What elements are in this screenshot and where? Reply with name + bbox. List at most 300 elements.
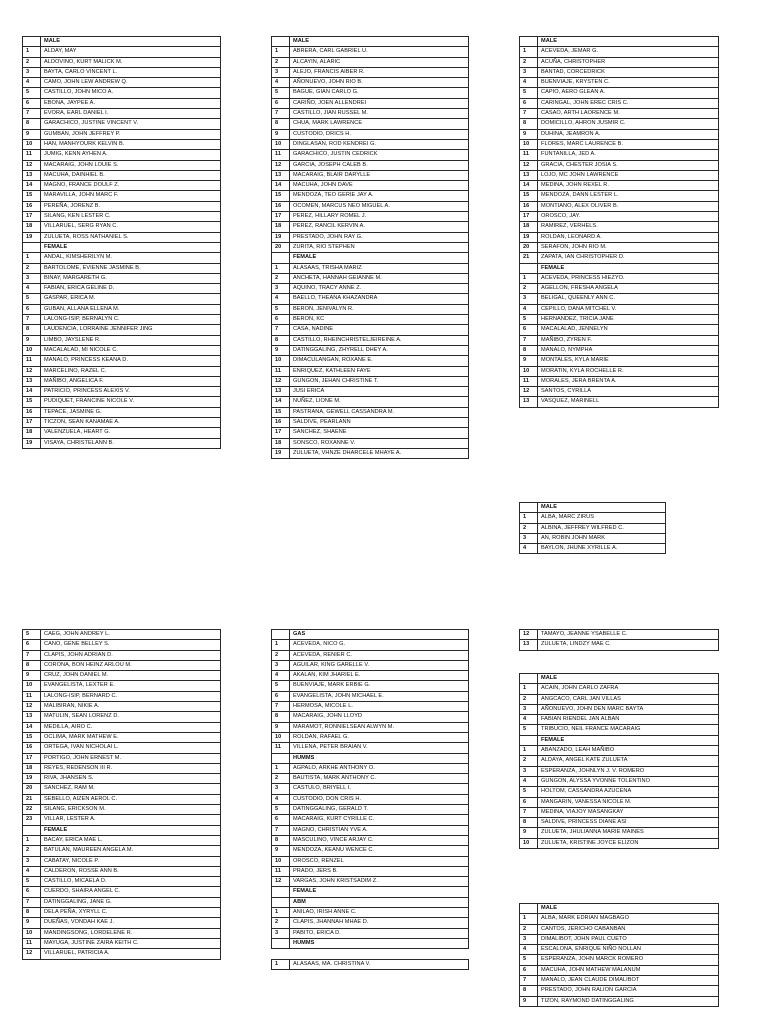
student-name: CASTILLO, JOHN MICO A.	[41, 88, 221, 98]
row-number: 2	[520, 57, 538, 67]
table-row	[272, 160, 469, 170]
row-number: 14	[23, 722, 41, 732]
row-number: 9	[272, 722, 290, 732]
row-number: 8	[520, 119, 538, 129]
student-name: VASQUEZ, MARINELL	[538, 397, 719, 407]
student-name: HAN, MANHYOURK KELVIN B.	[41, 139, 221, 149]
table-row	[520, 766, 719, 776]
table-row	[520, 47, 719, 57]
student-name: MANGARIN, VANESSA NICOLE M.	[538, 797, 719, 807]
row-number: 14	[23, 387, 41, 397]
row-number: 5	[272, 88, 290, 98]
row-number: 6	[23, 640, 41, 650]
student-name: SILANG, KEN LESTER C.	[41, 212, 221, 222]
table-row	[23, 691, 221, 701]
table-row	[272, 448, 469, 458]
student-name: CASTILLO, RHEINCHRISTELJEIREINE A.	[290, 335, 469, 345]
table-row	[520, 965, 719, 975]
section-header-row	[520, 37, 719, 47]
row-number	[272, 949, 290, 959]
table-row	[520, 945, 719, 955]
row-number: 10	[272, 139, 290, 149]
student-name: FABIAN RIENDEL JAN ALBAN	[538, 715, 719, 725]
row-number	[272, 887, 290, 897]
table-row	[520, 253, 719, 263]
table-row	[520, 304, 719, 314]
row-number: 7	[272, 109, 290, 119]
student-name: OCLIMA, MARK MATHEW E.	[41, 732, 221, 742]
row-number: 9	[23, 335, 41, 345]
table-row	[272, 67, 469, 77]
table-row	[23, 253, 221, 263]
row-number	[272, 938, 290, 948]
section-label: FEMALE	[290, 253, 469, 263]
table-row	[520, 704, 719, 714]
row-number: 16	[23, 201, 41, 211]
table-row	[520, 294, 719, 304]
row-number: 7	[272, 325, 290, 335]
row-number	[520, 674, 538, 684]
table-row	[23, 743, 221, 753]
table-row	[23, 356, 221, 366]
row-number: 12	[23, 366, 41, 376]
table-row	[520, 325, 719, 335]
section-header-row	[520, 674, 719, 684]
table-row	[23, 722, 221, 732]
student-name: BAYLON, JHUNE XYRILLE A.	[538, 544, 666, 554]
table-row	[272, 315, 469, 325]
student-name: JUMIG, KENN AYHEN A.	[41, 150, 221, 160]
student-name: ALASAAS, TRISHA MARIZ	[290, 263, 469, 273]
row-number: 5	[272, 805, 290, 815]
row-number: 7	[272, 702, 290, 712]
row-number: 15	[272, 191, 290, 201]
student-name: MAÑIBO, ANGELICA F.	[41, 376, 221, 386]
row-number	[520, 735, 538, 745]
student-name: CAPIO, AERO GLEAN A.	[538, 88, 719, 98]
table-row	[23, 263, 221, 273]
row-number: 11	[272, 743, 290, 753]
student-name: BANTAD, CORCEDRICK	[538, 67, 719, 77]
student-name: VARGAS, JOHN KRISTSADIM Z.	[290, 877, 469, 887]
student-name: ESCALONA, ENRIQUE NIÑO NOLLAN	[538, 945, 719, 955]
student-name: CLAPIS, JHANNAH MHAE D.	[290, 918, 469, 928]
row-number: 3	[272, 284, 290, 294]
student-name: ACEVEDA, PRINCESS HIEZYO.	[538, 273, 719, 283]
table-row	[272, 660, 469, 670]
row-number: 16	[23, 743, 41, 753]
row-number: 14	[272, 397, 290, 407]
student-name: REYES, REDENSON III R.	[41, 763, 221, 773]
row-number: 9	[520, 996, 538, 1006]
roster-table	[22, 36, 221, 449]
student-name: GRACIA, CHESTER JOSIA S.	[538, 160, 719, 170]
section-header-row	[520, 904, 719, 914]
table-row	[520, 212, 719, 222]
row-number: 6	[520, 965, 538, 975]
row-number: 5	[23, 630, 41, 640]
table-row	[272, 129, 469, 139]
student-name: OCOMEN, MARCUS NEO MIGUEL A.	[290, 201, 469, 211]
row-number: 2	[272, 918, 290, 928]
row-number: 7	[520, 976, 538, 986]
row-number: 8	[272, 835, 290, 845]
row-number: 6	[272, 315, 290, 325]
student-name: MEDINA, JOHN REXEL R.	[538, 181, 719, 191]
table-row	[272, 119, 469, 129]
student-name: ZULUETA, VHNZE DHARCELE MHAYE A.	[290, 448, 469, 458]
row-number: 7	[23, 650, 41, 660]
table-row	[272, 846, 469, 856]
row-number: 13	[272, 170, 290, 180]
student-name: BERON, KC	[290, 315, 469, 325]
student-name: TAMAYO, JEANNE YSABELLE C.	[538, 630, 719, 640]
table-row	[23, 877, 221, 887]
table-row	[520, 284, 719, 294]
row-number: 9	[520, 828, 538, 838]
row-number: 7	[272, 825, 290, 835]
table-row	[272, 949, 469, 959]
section-label: MALE	[538, 503, 666, 513]
table-row	[23, 47, 221, 57]
table-row	[520, 776, 719, 786]
student-name: BAUTISTA, MARK ANTHONY C.	[290, 774, 469, 784]
table-row	[520, 181, 719, 191]
table-row	[23, 139, 221, 149]
table-row	[520, 996, 719, 1006]
student-name: AGELLON, FRESHA ANGELA	[538, 284, 719, 294]
table-row	[520, 523, 666, 533]
row-number: 8	[520, 818, 538, 828]
row-number: 10	[272, 732, 290, 742]
student-name: CUSTODIO, DON CRIS H.	[290, 794, 469, 804]
section-header-row	[23, 825, 221, 835]
table-row	[520, 924, 719, 934]
table-row	[272, 201, 469, 211]
table-row	[23, 201, 221, 211]
student-name: AQUINO, TRACY ANNE Z.	[290, 284, 469, 294]
student-name: VILLARUEL, SERG RYAN C.	[41, 222, 221, 232]
student-name: DINGLASAN, ROD KENDREI G.	[290, 139, 469, 149]
row-number: 13	[23, 376, 41, 386]
student-name: BAELLO, THEANA KHAZANDRA	[290, 294, 469, 304]
student-name: MAYUGA, JUSTINE ZAIRA KEITH C.	[41, 938, 221, 948]
student-name: MANALO, JEAN CLAUDE DIMALIBOT	[538, 976, 719, 986]
student-name: ZULUETA, ROSS NATHANIEL S.	[41, 232, 221, 242]
student-name: DIMALIBOT, JOHN PAUL CUETO	[538, 934, 719, 944]
student-name: DIMACULANGAN, ROXANE E.	[290, 356, 469, 366]
row-number: 10	[23, 928, 41, 938]
table-row	[23, 98, 221, 108]
student-name: EVANGELISTA, LEXTER E.	[41, 681, 221, 691]
section-label: MALE	[41, 37, 221, 47]
table-row	[23, 805, 221, 815]
section-label: GAS	[290, 630, 469, 640]
row-number: 1	[520, 513, 538, 523]
student-name: MANALO, PRINCESS KEANA D.	[41, 356, 221, 366]
table-row	[23, 78, 221, 88]
table-row	[272, 805, 469, 815]
student-name: BELIGAL, QUEENLY ANN C.	[538, 294, 719, 304]
student-name: DELA PEÑA, XYRYLL C.	[41, 908, 221, 918]
row-number: 17	[23, 417, 41, 427]
row-number: 13	[23, 170, 41, 180]
row-number: 12	[272, 160, 290, 170]
section-label: MALE	[290, 37, 469, 47]
section-header-row	[272, 897, 469, 907]
student-name: AN, ROBIN JOHN MARK	[538, 533, 666, 543]
student-name: ALDOVINO, KURT MALICK M.	[41, 57, 221, 67]
student-name: ALBA, MARC ZIRUS	[538, 513, 666, 523]
row-number: 6	[520, 797, 538, 807]
table-row	[520, 797, 719, 807]
row-number: 8	[23, 908, 41, 918]
table-row	[520, 725, 719, 735]
row-number: 3	[23, 273, 41, 283]
table-row	[23, 181, 221, 191]
student-name: CHUA, MARK LAWRENCE	[290, 119, 469, 129]
table-row	[23, 67, 221, 77]
row-number: 10	[23, 681, 41, 691]
row-number: 19	[23, 774, 41, 784]
table-row	[23, 57, 221, 67]
table-row	[23, 897, 221, 907]
row-number: 11	[23, 938, 41, 948]
row-number: 18	[272, 438, 290, 448]
student-name: CASTILLO, MICAELA D.	[41, 877, 221, 887]
row-number: 12	[520, 630, 538, 640]
table-row	[272, 98, 469, 108]
table-row	[272, 712, 469, 722]
table-row	[272, 856, 469, 866]
row-number: 1	[272, 908, 290, 918]
row-number	[23, 825, 41, 835]
table-row	[272, 681, 469, 691]
student-name: MALIBIRAN, NIKIE A.	[41, 702, 221, 712]
table-row	[272, 835, 469, 845]
student-name: BINAY, MARGARETH G.	[41, 273, 221, 283]
student-name: SANCHEZ, SHAENE	[290, 428, 469, 438]
row-number: 17	[23, 753, 41, 763]
row-number: 1	[23, 47, 41, 57]
student-name: PATRICIO, PRINCESS ALEXIS V.	[41, 387, 221, 397]
row-number: 2	[520, 523, 538, 533]
student-name: SONSCO, ROXANNE V.	[290, 438, 469, 448]
row-number: 13	[520, 640, 538, 650]
table-row	[520, 513, 666, 523]
student-name: CAMO, JOHN LEW ANDREW Q.	[41, 78, 221, 88]
student-name: SEBELLO, AIZEN AEROL C.	[41, 794, 221, 804]
student-name: TICZON, SEAN KANAMAE A.	[41, 417, 221, 427]
row-number: 8	[520, 986, 538, 996]
student-name: ALBA, MARK EDRIAN MAGBAGO	[538, 914, 719, 924]
student-name: MONTALES, KYLA MARIE	[538, 356, 719, 366]
student-name: SANCHEZ, RAM M.	[41, 784, 221, 794]
table-row	[23, 417, 221, 427]
table-row	[23, 232, 221, 242]
student-name: OROSCO, JAY.	[538, 212, 719, 222]
row-number: 1	[23, 253, 41, 263]
row-number: 1	[272, 959, 290, 969]
table-row	[23, 630, 221, 640]
student-name: HOLTOM, CASSANDRA AZUCENA	[538, 787, 719, 797]
row-number: 16	[520, 201, 538, 211]
table-row	[272, 242, 469, 252]
row-number: 17	[272, 428, 290, 438]
row-number: 15	[520, 191, 538, 201]
student-name: PEREZ, HILLARY ROMEL J.	[290, 212, 469, 222]
row-number: 2	[23, 57, 41, 67]
student-name: ACUÑA, CHRISTOPHER	[538, 57, 719, 67]
student-name: VILLAR, LESTER A.	[41, 815, 221, 825]
row-number: 15	[23, 732, 41, 742]
student-name: TRIBUCIO, NEIL FRANCE MACARAIG	[538, 725, 719, 735]
table-row	[272, 109, 469, 119]
row-number: 22	[23, 805, 41, 815]
student-name: AGPALO, ARKHE ANTHONY O.	[290, 763, 469, 773]
table-row	[520, 139, 719, 149]
section-header-row	[272, 938, 469, 948]
table-row	[520, 376, 719, 386]
row-number: 12	[520, 160, 538, 170]
table-row	[520, 630, 719, 640]
student-name: JUSI ERICA	[290, 387, 469, 397]
section-header-row	[23, 242, 221, 252]
row-number: 5	[23, 294, 41, 304]
table-row	[23, 304, 221, 314]
row-number: 4	[520, 304, 538, 314]
table-row	[520, 222, 719, 232]
row-number: 4	[272, 78, 290, 88]
table-row	[520, 533, 666, 543]
section-header-row	[272, 253, 469, 263]
row-number: 5	[520, 787, 538, 797]
student-name: DUHINA, JEAMRON A.	[538, 129, 719, 139]
table-row	[272, 191, 469, 201]
student-name: MENDOZA, KEANU WENCE C.	[290, 846, 469, 856]
table-row	[23, 325, 221, 335]
student-name: CASTULO, BRIYELL I.	[290, 784, 469, 794]
table-row	[272, 273, 469, 283]
table-row	[23, 928, 221, 938]
row-number	[272, 37, 290, 47]
student-name: GUBAN, ALLANA ELLENA M.	[41, 304, 221, 314]
table-row	[272, 671, 469, 681]
student-name: LIMBO, JAYSLENE R.	[41, 335, 221, 345]
student-name: MARCELINO, RAZEL C.	[41, 366, 221, 376]
row-number: 15	[23, 397, 41, 407]
table-row	[272, 232, 469, 242]
row-number: 3	[520, 766, 538, 776]
student-name: VALENZUELA, HEART G.	[41, 428, 221, 438]
student-name: BUENVIAJE, MARK ERBIE G.	[290, 681, 469, 691]
table-row	[23, 170, 221, 180]
row-number: 10	[520, 139, 538, 149]
table-row	[520, 78, 719, 88]
table-row	[23, 284, 221, 294]
student-name: FLORES, MARC LAURENCE B.	[538, 139, 719, 149]
student-name: MATULIN, SEAN LORENZ D.	[41, 712, 221, 722]
table-row	[272, 345, 469, 355]
student-name: BAYTA, CARLO VINCENT L.	[41, 67, 221, 77]
table-row	[272, 417, 469, 427]
table-row	[520, 914, 719, 924]
row-number: 6	[520, 98, 538, 108]
student-name: CARINGAL, JOHN EREC CRIS C.	[538, 98, 719, 108]
student-name: FABIAN, ERICA GELINE D.	[41, 284, 221, 294]
student-name: MAGNO, CHRISTIAN YVE A.	[290, 825, 469, 835]
section-label: MALE	[538, 674, 719, 684]
table-row	[272, 794, 469, 804]
row-number: 2	[23, 846, 41, 856]
student-name: VISAYA, CHRISTELANN B.	[41, 438, 221, 448]
section-label: FEMALE	[538, 263, 719, 273]
row-number: 1	[23, 835, 41, 845]
table-row	[272, 774, 469, 784]
table-row	[520, 315, 719, 325]
row-number: 4	[520, 945, 538, 955]
student-name: CALDERON, ROSSE ANN B.	[41, 866, 221, 876]
student-name: DATINGGALING, ZHYRELL DHEY A.	[290, 345, 469, 355]
row-number: 7	[23, 897, 41, 907]
section-header-row	[272, 753, 469, 763]
student-name: MACALALAD, MI NICOLE C.	[41, 345, 221, 355]
student-name: PRESTADO, JOHN RALION GARCIA	[538, 986, 719, 996]
table-row	[272, 356, 469, 366]
table-row	[272, 397, 469, 407]
student-name: GUNGON, ALYSSA YVONNE TOLENTINO	[538, 776, 719, 786]
row-number: 7	[520, 109, 538, 119]
row-number: 10	[272, 356, 290, 366]
student-name: CANTOS, JERICHO CABANBAN	[538, 924, 719, 934]
table-row	[520, 345, 719, 355]
student-name	[290, 949, 469, 959]
table-row	[520, 756, 719, 766]
section-header-row	[272, 630, 469, 640]
student-name: CRUZ, JOHN DANIEL M.	[41, 671, 221, 681]
student-name: MARAVILLA, JOHN MARC F.	[41, 191, 221, 201]
student-name: MACUHA, JOHN MATHEW MALANUM	[538, 965, 719, 975]
table-row	[520, 976, 719, 986]
section-label: FEMALE	[538, 735, 719, 745]
student-name: ANDAL, KIMSHERILYN M.	[41, 253, 221, 263]
student-name: CUSTODIO, DRICS H.	[290, 129, 469, 139]
section-header-row	[272, 887, 469, 897]
student-name: BACAY, ERICA MAE L.	[41, 835, 221, 845]
row-number: 1	[272, 263, 290, 273]
student-name: CAEG, JOHN ANDREY L.	[41, 630, 221, 640]
row-number: 8	[23, 119, 41, 129]
row-number: 11	[520, 376, 538, 386]
student-name: ABRERA, CARL GABRIEL U.	[290, 47, 469, 57]
table-row	[520, 57, 719, 67]
row-number: 5	[23, 877, 41, 887]
table-row	[23, 660, 221, 670]
student-name: ALASAAS, MA. CHRISTINA V.	[290, 959, 469, 969]
student-name: ESPERANZA, JOHNLYN J. V. ROMERO	[538, 766, 719, 776]
student-name: ZULUETA, KRISTINE JOYCE ELIZON	[538, 838, 719, 848]
row-number: 2	[272, 774, 290, 784]
table-row	[520, 109, 719, 119]
row-number: 12	[272, 877, 290, 887]
table-row	[23, 650, 221, 660]
row-number: 21	[23, 794, 41, 804]
row-number: 6	[23, 887, 41, 897]
table-row	[23, 438, 221, 448]
row-number: 5	[520, 315, 538, 325]
row-number: 1	[520, 47, 538, 57]
roster-table	[519, 903, 719, 1007]
